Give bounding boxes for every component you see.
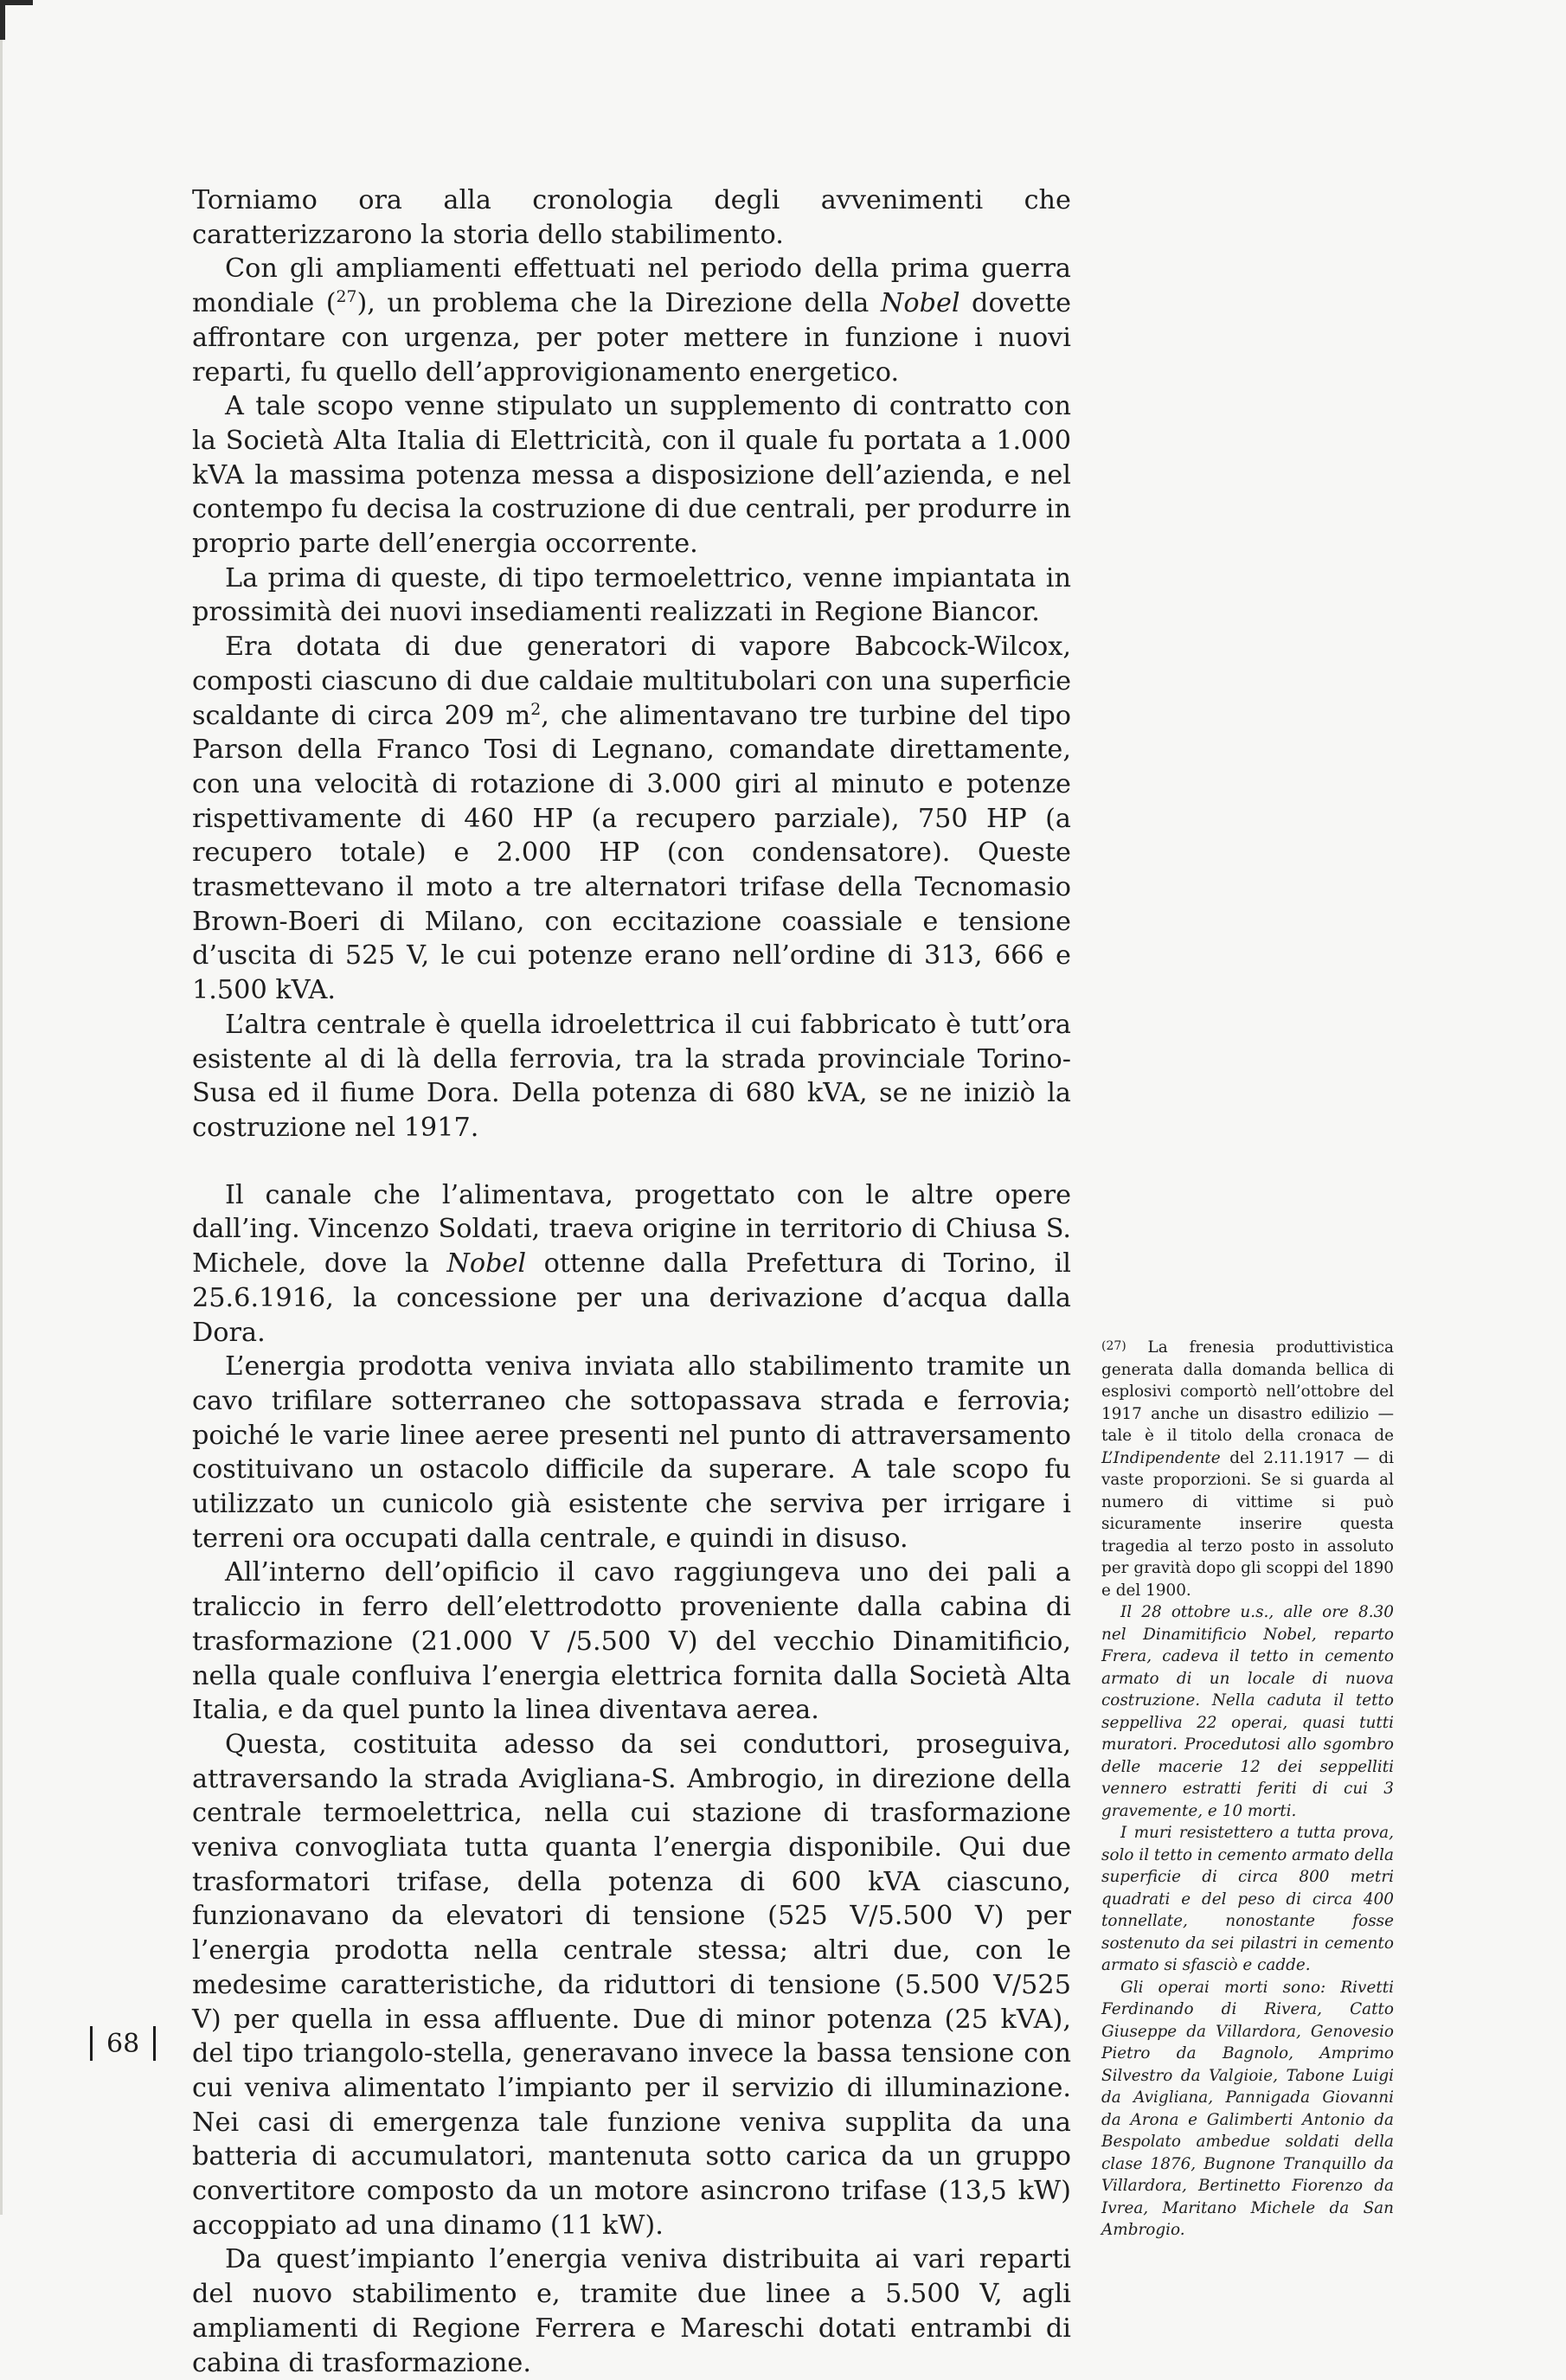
paragraph-9: All’interno dell’opificio il cavo raggiungeva uno dei pali a traliccio in ferro dell’elettrodotto proveniente dalla cabina di trasformazione (21.000 V /5.500 V) del vecchio Dinamitificio, nella quale confluiva l’energia elettrica fornita dalla Società Alta Italia, e da quel punto la linea diventava aerea. [192, 1557, 1071, 1726]
paragraph-8: L’energia prodotta veniva inviata allo stabilimento tramite un cavo trifilare sotterraneo che sottopassava strada e ferrovia; poiché le varie linee aeree presenti nel punto di attraversamento costituivano un ostacolo difficile da superare. A tale scopo fu utilizzato un cunicolo già esistente che serviva per irrigare i terreni ora occupati dalla centrale, e quindi in disuso. [192, 1351, 1071, 1554]
footnote-quote-1: Il 28 ottobre u.s., alle ore 8.30 nel Dinamitificio Nobel, reparto Frera, cadeva il tetto in cemento armato di un locale di nuova costruzione. Nella caduta il tetto seppelliva 22 operai, quasi tutti muratori. Procedutosi allo sgombro delle macerie 12 dei seppelliti vennero estratti feriti di cui 3 gravemente, e 10 morti. [1101, 1603, 1394, 1820]
footnote-quote-2: I muri resistettero a tutta prova, solo il tetto in cemento armato della superficie di circa 800 metri quadrati e del peso di circa 400 tonnellate, nonostante fosse sostenuto da sei pilastri in cemento armato si sfasciò e cadde. [1101, 1824, 1394, 1974]
footnote-ref: 27 [336, 288, 357, 307]
newspaper-title: L’Indipendente [1101, 1448, 1221, 1467]
footnote-27: (27) La frenesia produttivistica generata dalla domanda bellica di esplosivi comportò nell’ottobre del 1917 anche un disastro edilizio — tale è il titolo della cronaca de L’Indipendente del 2.11.1917 — di vaste proporzioni. Se si guarda al numero di vittime si può sicuramente inserire questa tragedia al terzo posto in assoluto per gravità dopo gli scoppi del 1890 e del 1900. [1101, 1338, 1394, 1600]
paragraph-3: A tale scopo venne stipulato un supplemento di contratto con la Società Alta Italia di Elettricità, con il quale fu portata a 1.000 kVA la massima potenza messa a disposizione dell’azienda, e nel contempo fu decisa la costruzione di due centrali, per produrre in proprio parte dell’energia occorrente. [192, 391, 1071, 560]
paragraph-4: La prima di queste, di tipo termoelettrico, venne impiantata in prossimità dei nuovi insediamenti realizzati in Regione Biancor. [192, 562, 1071, 628]
paragraph-5: Era dotata di due generatori di vapore Babcock-Wilcox, composti ciascuno di due caldaie multitubolari con una superficie scaldante di circa 209 $m^2$, che alimentavano tre turbine del tipo Parson della Franco Tosi di Legnano, comandate direttamente, con una velocità di rotazione di 3.000 giri al minuto e potenze rispettivamente di 460 HP (a recupero parziale), 750 HP (a recupero totale) e 2.000 HP (con condensatore). Queste trasmettevano il moto a tre alternatori trifase della Tecnomasio Brown-Boeri di Milano, con eccitazione coassiale e tensione d’uscita di 525 V, le cui potenze erano nell’ordine di 313, 666 e 1.500 kVA. [192, 632, 1071, 1006]
page-number: 68 [106, 2028, 140, 2059]
company-name: Nobel [880, 288, 960, 319]
page-edge [0, 0, 3, 2215]
company-name: Nobel [446, 1248, 527, 1280]
crop-mark-vertical [0, 0, 5, 40]
folio-rule-left [90, 2026, 93, 2061]
page-folio [90, 2024, 156, 2062]
superscript-2: 2 [530, 700, 542, 719]
paragraph-1: Torniamo ora alla cronologia degli avvenimenti che caratterizzarono la storia dello stabilimento. [192, 185, 1071, 250]
footnote-column [1101, 1336, 1394, 2242]
main-text-column [192, 183, 1071, 2380]
paragraph-11: Da quest’impianto l’energia veniva distribuita ai vari reparti del nuovo stabilimento e, tramite due linee a 5.500 V, agli ampliamenti di Regione Ferrera e Mareschi dotati entrambi di cabina di trasformazione. [192, 2244, 1071, 2378]
footnote-quote-3: Gli operai morti sono: Rivetti Ferdinando di Rivera, Catto Giuseppe da Villardora, Genovesio Pietro da Bagnolo, Amprimo Silvestro da Valgioie, Tabone Luigi da Avigliana, Pannigada Giovanni da Arona e Galimberti Antonio da Bespolato ambedue soldati della clase 1876, Bugnone Tranquillo da Villardora, Bertinetto Fiorenzo da Ivrea, Maritano Michele da San Ambrogio. [1101, 1978, 1394, 2239]
paragraph-10: Questa, costituita adesso da sei conduttori, proseguiva, attraversando la strada Avigliana-S. Ambrogio, in direzione della centrale termoelettrica, nella cui stazione di trasformazione veniva convogliata tutta quanta l’energia disponibile. Qui due trasformatori trifase, della potenza di 600 kVA ciascuno, funzionavano da elevatori di tensione (525 V/5.500 V) per l’energia prodotta nella centrale stessa; altri due, con le medesime caratteristiche, da riduttori di tensione (5.500 V/525 V) per quella in essa affluente. Due di minor potenza (25 kVA), del tipo triangolo-stella, generavano invece la bassa tensione con cui veniva alimentato l’impianto per il servizio di illuminazione. Nei casi di emergenza tale funzione veniva supplita da una batteria di accumulatori, mantenuta sotto carica da un gruppo convertitore composto da un motore asincrono trifase (13,5 kW) accoppiato ad una dinamo (11 kW). [192, 1729, 1071, 2241]
paragraph-2: Con gli ampliamenti effettuati nel periodo della prima guerra mondiale ($^{27}$), un problema che la Direzione della Nobel dovette affrontare con urgenza, per poter mettere in funzione i nuovi reparti, fu quello dell’approvigionamento energetico. [192, 253, 1072, 388]
footnote-number: (27) [1101, 1339, 1126, 1353]
folio-rule-right [153, 2026, 156, 2061]
paragraph-6: L’altra centrale è quella idroelettrica il cui fabbricato è tutt’ora esistente al di là della ferrovia, tra la strada provinciale Torino-Susa ed il fiume Dora. Della potenza di 680 kVA, se ne iniziò la costruzione nel 1917. [192, 1009, 1071, 1143]
paragraph-7: Il canale che l’alimentava, progettato con le altre opere dall’ing. Vincenzo Soldati, traeva origine in territorio di Chiusa S. Michele, dove la Nobel ottenne dalla Prefettura di Torino, il 25.6.1916, la concessione per una derivazione d’acqua dalla Dora. [192, 1179, 1071, 1348]
section-gap [192, 1145, 1071, 1178]
